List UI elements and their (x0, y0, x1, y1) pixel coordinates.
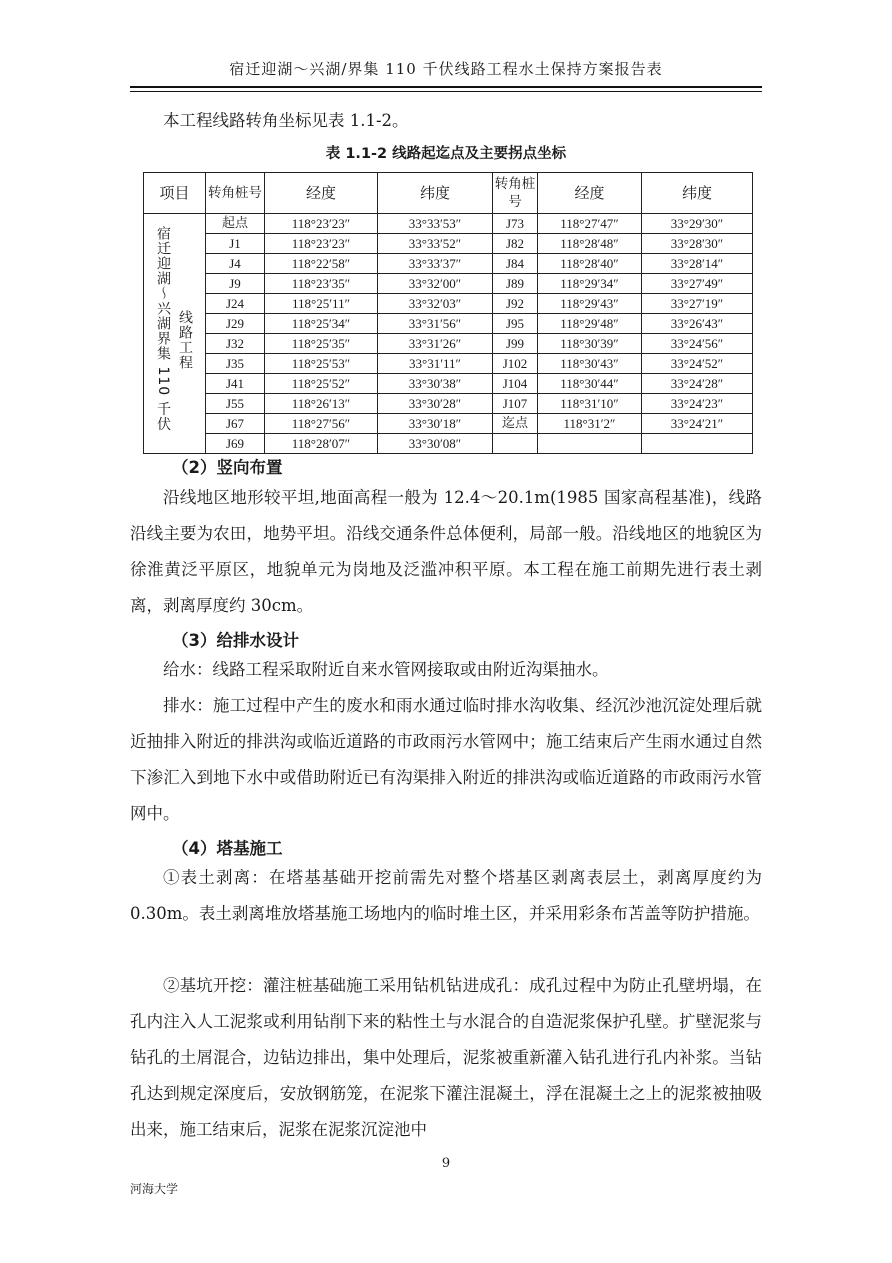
pile-cell: J24 (206, 294, 265, 314)
pile-cell-2: J89 (493, 274, 538, 294)
longitude-cell: 118°25′34″ (265, 314, 378, 334)
latitude-cell-2: 33°29′30″ (642, 214, 753, 234)
longitude-cell-2: 118°31′10″ (538, 394, 642, 414)
footer-institution: 河海大学 (130, 1182, 179, 1196)
project-sub-label: 线路工程 (177, 310, 193, 370)
pile-cell: J67 (206, 414, 265, 434)
pile-cell-2: J84 (493, 254, 538, 274)
pile-cell-2: J99 (493, 334, 538, 354)
latitude-cell: 33°31′26″ (378, 334, 493, 354)
table-row (144, 394, 753, 414)
latitude-cell: 33°30′18″ (378, 414, 493, 434)
pile-cell: J32 (206, 334, 265, 354)
latitude-cell: 33°31′11″ (378, 354, 493, 374)
latitude-cell-2: 33°28′30″ (642, 234, 753, 254)
header-longitude-2: 经度 (538, 173, 642, 214)
longitude-cell-2: 118°30′44″ (538, 374, 642, 394)
latitude-cell-2: 33°26′43″ (642, 314, 753, 334)
header-latitude-2: 纬度 (642, 173, 753, 214)
latitude-cell-2: 33°24′56″ (642, 334, 753, 354)
table-row (144, 314, 753, 334)
project-group-cell (144, 214, 206, 454)
project-name-label: 宿迁迎湖～兴湖界集 110 千伏 (155, 226, 171, 432)
table-row (144, 254, 753, 274)
pile-cell-2: 迄点 (493, 414, 538, 434)
header-pile: 转角桩号 (206, 173, 265, 214)
latitude-cell-2: 33°27′19″ (642, 294, 753, 314)
header-pile-2: 转角桩号 (493, 173, 538, 214)
header-latitude: 纬度 (378, 173, 493, 214)
longitude-cell: 118°25′35″ (265, 334, 378, 354)
latitude-cell: 33°33′37″ (378, 254, 493, 274)
latitude-cell: 33°33′53″ (378, 214, 493, 234)
longitude-cell: 118°23′23″ (265, 214, 378, 234)
longitude-cell-2 (538, 434, 642, 454)
header-rule-thin (130, 91, 762, 92)
pile-cell-2: J73 (493, 214, 538, 234)
longitude-cell-2: 118°30′39″ (538, 334, 642, 354)
latitude-cell: 33°30′28″ (378, 394, 493, 414)
latitude-cell: 33°31′56″ (378, 314, 493, 334)
latitude-cell-2 (642, 434, 753, 454)
longitude-cell-2: 118°27′47″ (538, 214, 642, 234)
table-header-row (144, 173, 753, 214)
header-rule-thick (130, 86, 762, 88)
latitude-cell-2: 33°24′23″ (642, 394, 753, 414)
table-row (144, 414, 753, 434)
pile-cell: J29 (206, 314, 265, 334)
intro-paragraph: 本工程线路转角坐标见表 1.1-2。 (163, 111, 409, 130)
longitude-cell: 118°23′35″ (265, 274, 378, 294)
table-caption: 表 1.1-2 线路起迄点及主要拐点坐标 (325, 146, 567, 162)
latitude-cell-2: 33°27′49″ (642, 274, 753, 294)
section-4-excavation: ②基坑开挖：灌注桩基础施工采用钻机钻进成孔：成孔过程中为防止孔壁坍塌，在孔内注入人工泥浆或利用钻削下来的粘性土与水混合的自造泥浆保护孔壁。扩壁泥浆与钻孔的土屑混合，边钻边排出，集中处理后，泥浆被重新灌入钻孔进行孔内补浆。当钻孔达到规定深度后，安放钢筋笼，在泥浆下灌注混凝土，浮在混凝土之上的泥浆被抽吸出来，施工结束后，泥浆在泥浆沉淀池中 (130, 976, 762, 1139)
longitude-cell-2: 118°29′48″ (538, 314, 642, 334)
longitude-cell: 118°25′53″ (265, 354, 378, 374)
section-3-water-supply: 给水：线路工程采取附近自来水管网接取或由附近沟渠抽水。 (163, 660, 609, 679)
table-row (144, 354, 753, 374)
latitude-cell: 33°30′08″ (378, 434, 493, 454)
latitude-cell-2: 33°28′14″ (642, 254, 753, 274)
pile-cell-2: J92 (493, 294, 538, 314)
header-item: 项目 (144, 173, 206, 214)
longitude-cell-2: 118°28′48″ (538, 234, 642, 254)
table-row (144, 274, 753, 294)
latitude-cell-2: 33°24′21″ (642, 414, 753, 434)
section-3-title: （3）给排水设计 (172, 631, 299, 650)
longitude-cell: 118°25′52″ (265, 374, 378, 394)
longitude-cell: 118°27′56″ (265, 414, 378, 434)
longitude-cell: 118°26′13″ (265, 394, 378, 414)
coordinates-table (143, 172, 753, 454)
pile-cell: 起点 (206, 214, 265, 234)
longitude-cell: 118°23′23″ (265, 234, 378, 254)
longitude-cell: 118°22′58″ (265, 254, 378, 274)
pile-cell: J4 (206, 254, 265, 274)
section-2-title: （2）竖向布置 (172, 458, 283, 477)
latitude-cell-2: 33°24′52″ (642, 354, 753, 374)
latitude-cell: 33°32′00″ (378, 274, 493, 294)
section-3-drainage: 排水：施工过程中产生的废水和雨水通过临时排水沟收集、经沉沙池沉淀处理后就近抽排入附近的排洪沟或临近道路的市政雨污水管网中；施工结束后产生雨水通过自然下渗汇入到地下水中或借助附近已有沟渠排入附近的排洪沟或临近道路的市政雨污水管网中。 (130, 696, 762, 823)
page-number: 9 (441, 1156, 451, 1171)
section-2-body: 沿线地区地形较平坦,地面高程一般为 12.4～20.1m(1985 国家高程基准)，线路沿线主要为农田，地势平坦。沿线交通条件总体便利，局部一般。沿线地区的地貌区为徐淮黄泛平原区，地貌单元为岗地及泛滥冲积平原。本工程在施工前期先进行表土剥离，剥离厚度约 30cm。 (130, 488, 762, 615)
table-row (144, 234, 753, 254)
table-row (144, 434, 753, 454)
table-row (144, 374, 753, 394)
table-row (144, 294, 753, 314)
pile-cell-2: J82 (493, 234, 538, 254)
latitude-cell-2: 33°24′28″ (642, 374, 753, 394)
section-4-topsoil: ①表土剥离：在塔基基础开挖前需先对整个塔基区剥离表层土，剥离厚度约为 0.30m。表土剥离堆放塔基施工场地内的临时堆土区，并采用彩条布苫盖等防护措施。 (130, 868, 762, 923)
longitude-cell-2: 118°28′40″ (538, 254, 642, 274)
latitude-cell: 33°30′38″ (378, 374, 493, 394)
section-4-title: （4）塔基施工 (172, 839, 283, 858)
page-header-title: 宿迁迎湖～兴湖/界集 110 千伏线路工程水土保持方案报告表 (229, 60, 663, 78)
pile-cell: J1 (206, 234, 265, 254)
pile-cell-2 (493, 434, 538, 454)
table-row (144, 214, 753, 234)
pile-cell: J55 (206, 394, 265, 414)
header-longitude: 经度 (265, 173, 378, 214)
longitude-cell-2: 118°29′34″ (538, 274, 642, 294)
pile-cell: J9 (206, 274, 265, 294)
pile-cell-2: J107 (493, 394, 538, 414)
pile-cell: J41 (206, 374, 265, 394)
longitude-cell: 118°28′07″ (265, 434, 378, 454)
pile-cell-2: J102 (493, 354, 538, 374)
longitude-cell-2: 118°31′2″ (538, 414, 642, 434)
pile-cell: J69 (206, 434, 265, 454)
pile-cell-2: J104 (493, 374, 538, 394)
longitude-cell-2: 118°29′43″ (538, 294, 642, 314)
longitude-cell-2: 118°30′43″ (538, 354, 642, 374)
latitude-cell: 33°33′52″ (378, 234, 493, 254)
latitude-cell: 33°32′03″ (378, 294, 493, 314)
table-row (144, 334, 753, 354)
pile-cell: J35 (206, 354, 265, 374)
longitude-cell: 118°25′11″ (265, 294, 378, 314)
pile-cell-2: J95 (493, 314, 538, 334)
